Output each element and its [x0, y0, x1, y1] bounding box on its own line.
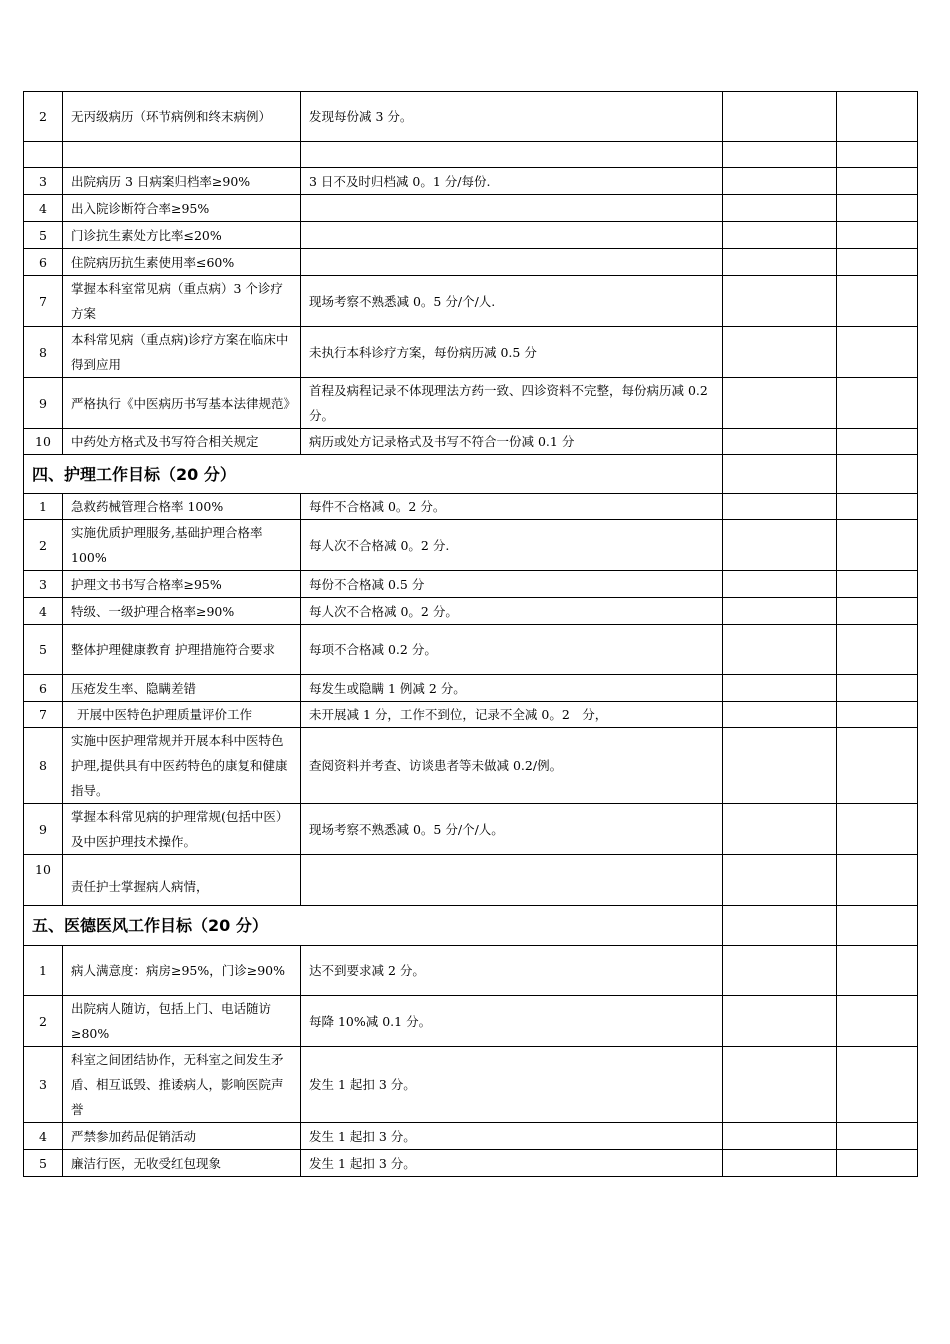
table-row — [24, 276, 918, 327]
row-number: 10 — [24, 855, 63, 906]
row-number: 5 — [24, 222, 63, 249]
row-number: 4 — [24, 1123, 63, 1150]
remark-cell — [837, 946, 918, 996]
section-header-row — [24, 455, 918, 494]
score-cell — [723, 195, 837, 222]
row-number: 9 — [24, 378, 63, 429]
remark-cell — [837, 571, 918, 598]
target-item: 出院病人随访，包括上门、电话随访≥80% — [63, 996, 301, 1047]
remark-cell — [837, 1150, 918, 1177]
target-item: 开展中医特色护理质量评价工作 — [63, 702, 301, 728]
deduction-rule: 每人次不合格减 0。2 分. — [301, 520, 723, 571]
score-cell — [723, 249, 837, 276]
deduction-rule: 未开展减 1 分，工作不到位，记录不全减 0。2 分， — [301, 702, 723, 728]
score-cell — [723, 92, 837, 142]
deduction-rule: 发生 1 起扣 3 分。 — [301, 1047, 723, 1123]
table-row — [24, 195, 918, 222]
table-row — [24, 598, 918, 625]
score-cell — [723, 378, 837, 429]
deduction-rule: 现场考察不熟悉减 0。5 分/个/人。 — [301, 804, 723, 855]
table-row — [24, 222, 918, 249]
target-item: 掌握本科室常见病（重点病）3 个诊疗方案 — [63, 276, 301, 327]
row-number: 10 — [24, 429, 63, 455]
row-number: 3 — [24, 168, 63, 195]
score-cell — [723, 168, 837, 195]
deduction-rule — [301, 222, 723, 249]
deduction-rule: 现场考察不熟悉减 0。5 分/个/人. — [301, 276, 723, 327]
score-cell — [723, 996, 837, 1047]
target-item: 严禁参加药品促销活动 — [63, 1123, 301, 1150]
row-number: 9 — [24, 804, 63, 855]
row-number: 8 — [24, 327, 63, 378]
table-row — [24, 728, 918, 804]
row-number: 5 — [24, 625, 63, 675]
target-item: 特级、一级护理合格率≥90% — [63, 598, 301, 625]
deduction-rule: 每降 10%减 0.1 分。 — [301, 996, 723, 1047]
score-cell — [723, 327, 837, 378]
table-row — [24, 996, 918, 1047]
score-cell — [723, 906, 837, 946]
deduction-rule: 未执行本科诊疗方案，每份病历减 0.5 分 — [301, 327, 723, 378]
score-cell — [723, 625, 837, 675]
deduction-rule — [301, 855, 723, 906]
target-item: 科室之间团结协作，无科室之间发生矛盾、相互诋毁、推诿病人，影响医院声誉 — [63, 1047, 301, 1123]
target-item: 责任护士掌握病人病情， — [63, 855, 301, 906]
row-number: 3 — [24, 1047, 63, 1123]
remark-cell — [837, 1123, 918, 1150]
score-cell — [723, 598, 837, 625]
row-number: 2 — [24, 520, 63, 571]
deduction-rule — [301, 249, 723, 276]
row-number — [24, 142, 63, 168]
target-item: 病人满意度：病房≥95%，门诊≥90% — [63, 946, 301, 996]
deduction-rule: 发生 1 起扣 3 分。 — [301, 1123, 723, 1150]
target-item: 实施中医护理常规并开展本科中医特色护理,提供具有中医药特色的康复和健康指导。 — [63, 728, 301, 804]
score-cell — [723, 1150, 837, 1177]
target-item: 出入院诊断符合率≥95% — [63, 195, 301, 222]
remark-cell — [837, 168, 918, 195]
remark-cell — [837, 142, 918, 168]
table-row — [24, 168, 918, 195]
deduction-rule: 病历或处方记录格式及书写不符合一份减 0.1 分 — [301, 429, 723, 455]
score-cell — [723, 946, 837, 996]
row-number: 4 — [24, 195, 63, 222]
deduction-rule: 发生 1 起扣 3 分。 — [301, 1150, 723, 1177]
section-title: 四、护理工作目标（20 分） — [24, 455, 723, 494]
target-item: 无丙级病历（环节病例和终末病例） — [63, 92, 301, 142]
remark-cell — [837, 520, 918, 571]
section-title: 五、医德医风工作目标（20 分） — [24, 906, 723, 946]
row-number: 1 — [24, 946, 63, 996]
target-item: 急救药械管理合格率 100% — [63, 494, 301, 520]
deduction-rule: 每发生或隐瞒 1 例减 2 分。 — [301, 675, 723, 702]
score-cell — [723, 702, 837, 728]
row-number: 6 — [24, 249, 63, 276]
target-item: 本科常见病（重点病)诊疗方案在临床中得到应用 — [63, 327, 301, 378]
table-row — [24, 625, 918, 675]
remark-cell — [837, 728, 918, 804]
target-item: 掌握本科常见病的护理常规(包括中医）及中医护理技术操作。 — [63, 804, 301, 855]
score-cell — [723, 222, 837, 249]
table-row — [24, 249, 918, 276]
deduction-rule: 达不到要求减 2 分。 — [301, 946, 723, 996]
table-row — [24, 675, 918, 702]
remark-cell — [837, 249, 918, 276]
table-row — [24, 520, 918, 571]
table-row — [24, 1150, 918, 1177]
deduction-rule — [301, 195, 723, 222]
remark-cell — [837, 996, 918, 1047]
score-cell — [723, 455, 837, 494]
target-item: 整体护理健康教育 护理措施符合要求 — [63, 625, 301, 675]
row-number: 1 — [24, 494, 63, 520]
score-cell — [723, 804, 837, 855]
table-row — [24, 571, 918, 598]
score-cell — [723, 494, 837, 520]
row-number: 3 — [24, 571, 63, 598]
target-item: 压疮发生率、隐瞒差错 — [63, 675, 301, 702]
remark-cell — [837, 195, 918, 222]
remark-cell — [837, 675, 918, 702]
score-cell — [723, 855, 837, 906]
table-row — [24, 804, 918, 855]
remark-cell — [837, 378, 918, 429]
table-row — [24, 142, 918, 168]
score-cell — [723, 1047, 837, 1123]
target-item: 出院病历 3 日病案归档率≥90% — [63, 168, 301, 195]
table-row — [24, 429, 918, 455]
score-cell — [723, 520, 837, 571]
remark-cell — [837, 429, 918, 455]
table-row — [24, 1123, 918, 1150]
remark-cell — [837, 222, 918, 249]
deduction-rule — [301, 142, 723, 168]
target-item: 门诊抗生素处方比率≤20% — [63, 222, 301, 249]
section-header-row — [24, 906, 918, 946]
row-number: 6 — [24, 675, 63, 702]
deduction-rule: 首程及病程记录不体现理法方药一致、四诊资料不完整，每份病历减 0.2 分。 — [301, 378, 723, 429]
deduction-rule: 每项不合格减 0.2 分。 — [301, 625, 723, 675]
score-cell — [723, 675, 837, 702]
table-row — [24, 378, 918, 429]
remark-cell — [837, 276, 918, 327]
deduction-rule: 每人次不合格减 0。2 分。 — [301, 598, 723, 625]
table-row — [24, 855, 918, 906]
deduction-rule: 查阅资料并考查、访谈患者等未做减 0.2/例。 — [301, 728, 723, 804]
score-cell — [723, 142, 837, 168]
target-item: 护理文书书写合格率≥95% — [63, 571, 301, 598]
remark-cell — [837, 327, 918, 378]
target-item: 严格执行《中医病历书写基本法律规范》 — [63, 378, 301, 429]
row-number: 7 — [24, 702, 63, 728]
target-item — [63, 142, 301, 168]
score-cell — [723, 429, 837, 455]
target-item: 廉洁行医，无收受红包现象 — [63, 1150, 301, 1177]
remark-cell — [837, 455, 918, 494]
row-number: 2 — [24, 92, 63, 142]
assessment-table — [23, 91, 918, 1177]
target-item: 中药处方格式及书写符合相关规定 — [63, 429, 301, 455]
remark-cell — [837, 906, 918, 946]
remark-cell — [837, 625, 918, 675]
row-number: 5 — [24, 1150, 63, 1177]
score-cell — [723, 1123, 837, 1150]
table-row — [24, 946, 918, 996]
table-row — [24, 702, 918, 728]
deduction-rule: 每份不合格减 0.5 分 — [301, 571, 723, 598]
table-row — [24, 494, 918, 520]
score-cell — [723, 728, 837, 804]
table-row — [24, 92, 918, 142]
table-row — [24, 1047, 918, 1123]
row-number: 8 — [24, 728, 63, 804]
remark-cell — [837, 702, 918, 728]
remark-cell — [837, 1047, 918, 1123]
remark-cell — [837, 92, 918, 142]
remark-cell — [837, 804, 918, 855]
deduction-rule: 发现每份减 3 分。 — [301, 92, 723, 142]
score-cell — [723, 571, 837, 598]
table-row — [24, 327, 918, 378]
remark-cell — [837, 598, 918, 625]
deduction-rule: 3 日不及时归档减 0。1 分/每份. — [301, 168, 723, 195]
score-cell — [723, 276, 837, 327]
row-number: 2 — [24, 996, 63, 1047]
remark-cell — [837, 494, 918, 520]
target-item: 实施优质护理服务,基础护理合格率 100% — [63, 520, 301, 571]
deduction-rule: 每件不合格减 0。2 分。 — [301, 494, 723, 520]
remark-cell — [837, 855, 918, 906]
target-item: 住院病历抗生素使用率≤60% — [63, 249, 301, 276]
row-number: 4 — [24, 598, 63, 625]
row-number: 7 — [24, 276, 63, 327]
